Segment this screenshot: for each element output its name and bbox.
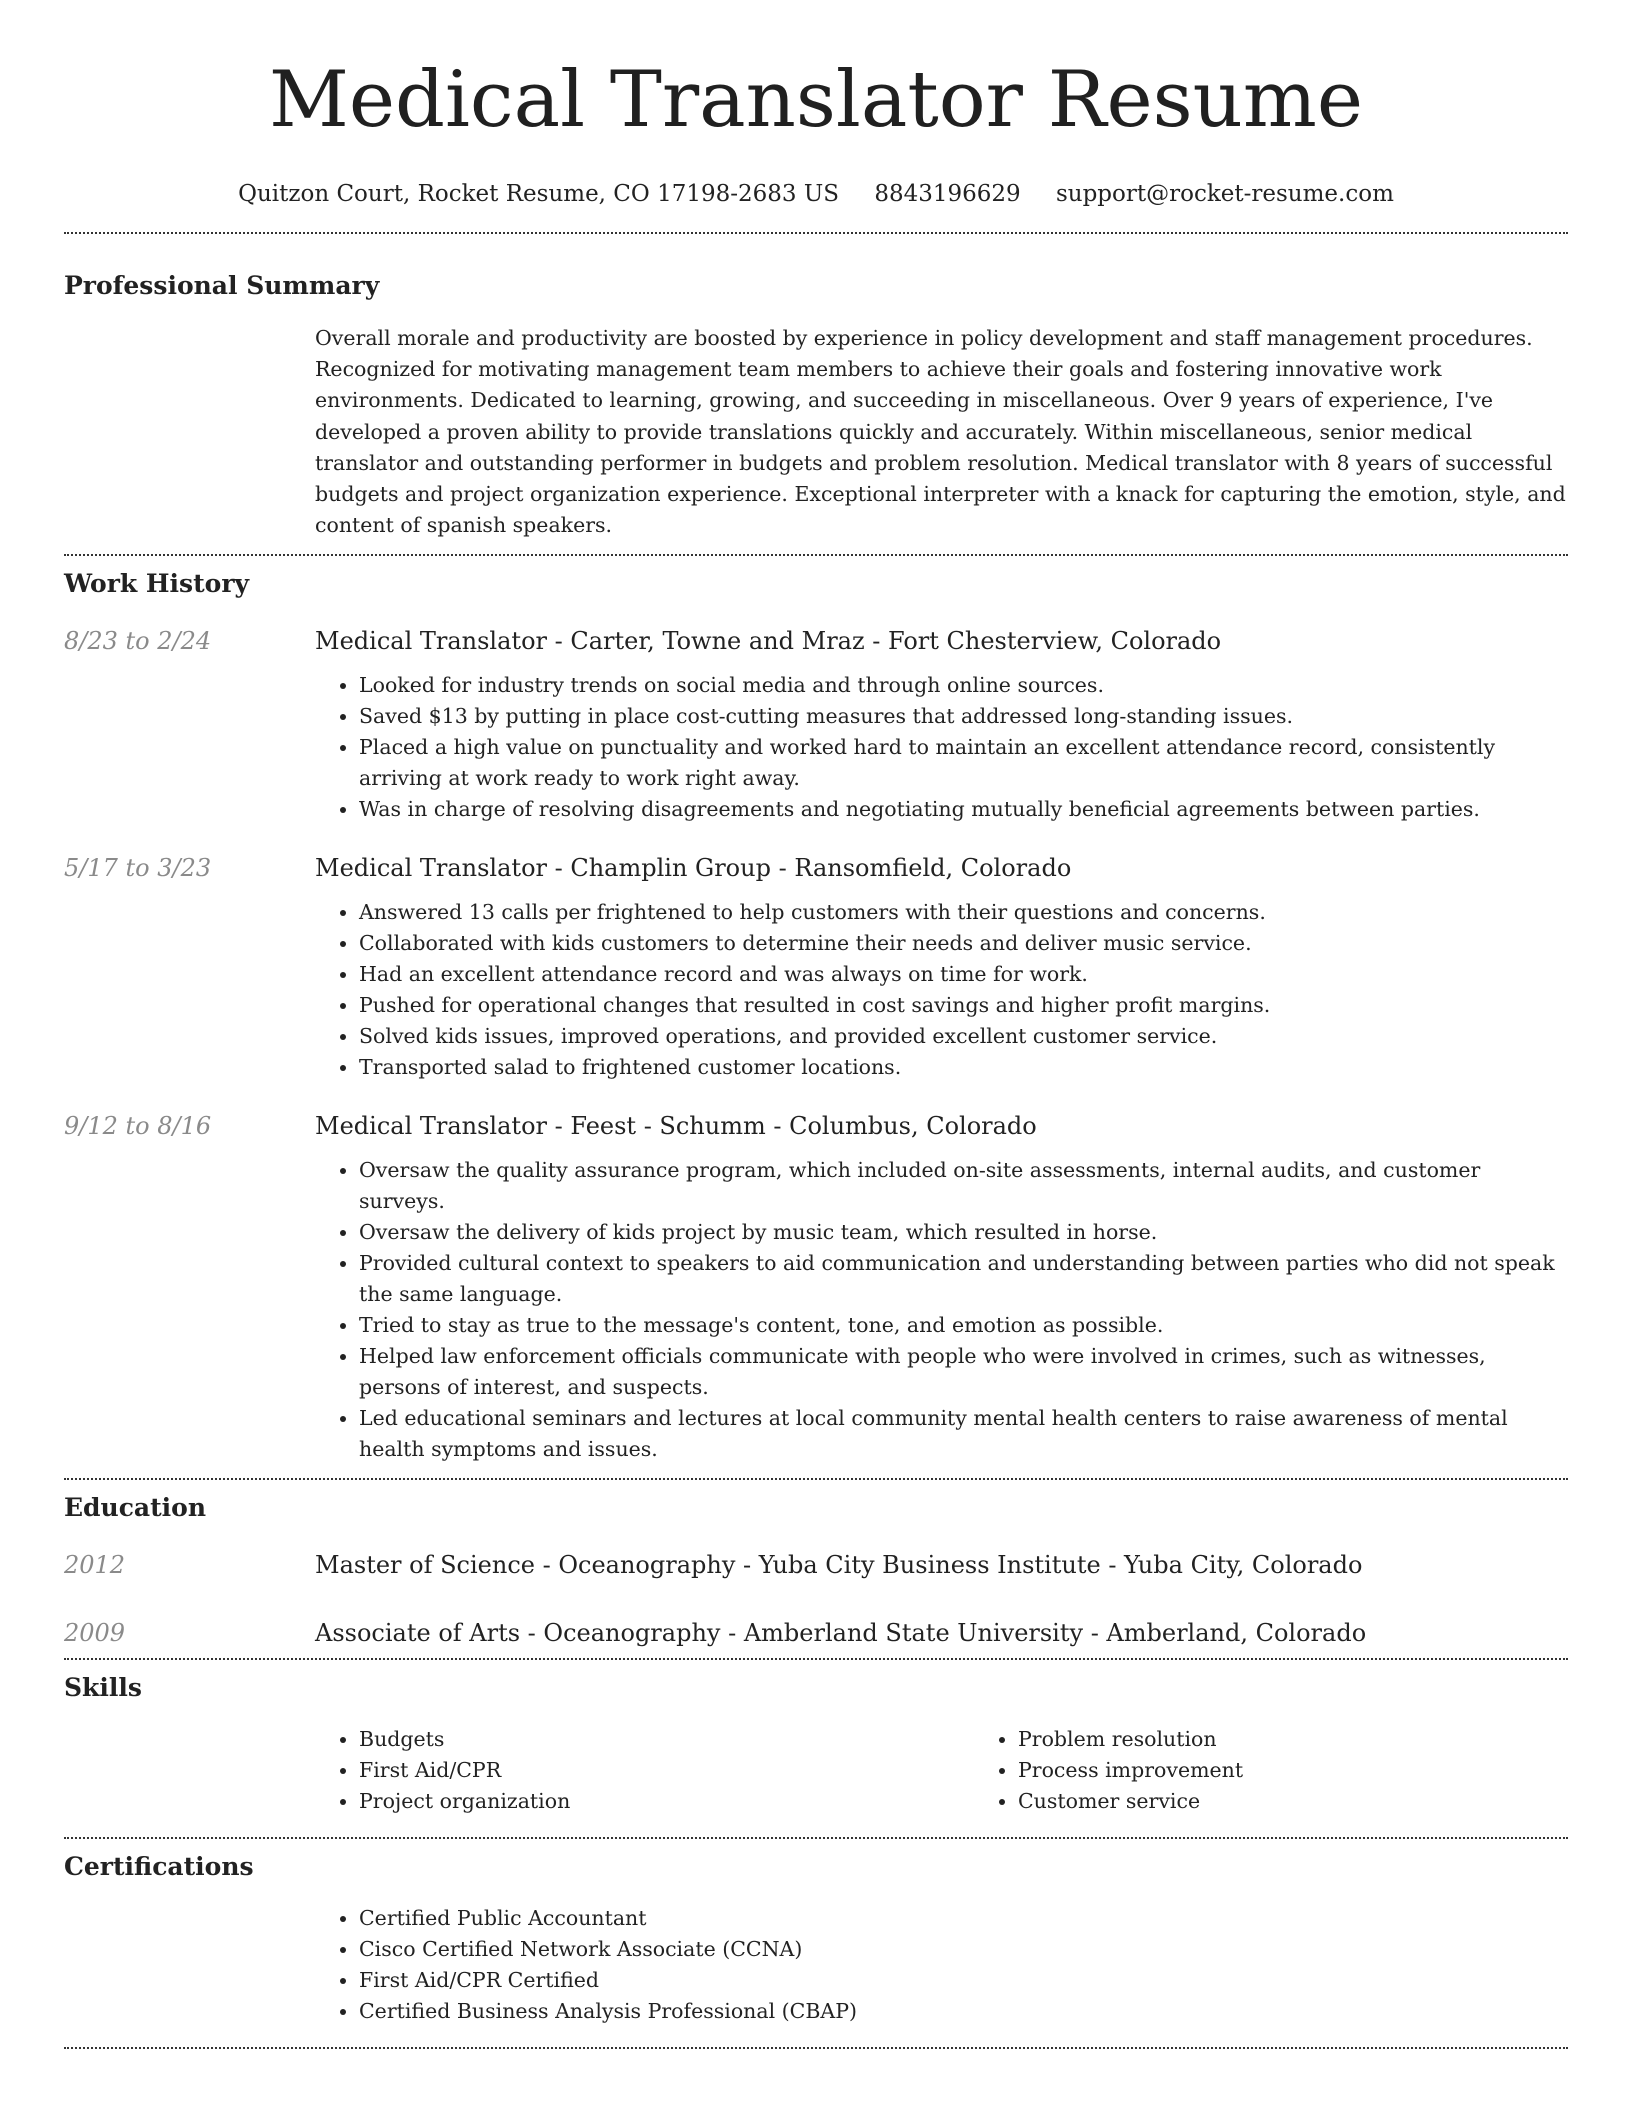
- skills-list-right: [974, 1724, 1632, 1817]
- skill-item: • Customer service: [1018, 1786, 1632, 1817]
- certifications-list: [315, 1903, 1568, 2027]
- job-title: Medical Translator - Carter, Towne and Mraz - Fort Chesterview, Colorado: [315, 627, 1222, 656]
- education-heading: Education: [64, 1493, 207, 1523]
- certification-item: • Certified Business Analysis Professional (CBAP): [359, 1996, 1568, 2027]
- summary-text: Overall morale and productivity are boosted by experience in policy development and staff management procedures. Recognized for motivating management team members to achieve their goals and fostering innovative work environments. Dedicated to learning, growing, and succeeding in miscellaneous. Over 9 years of experience, I've developed a proven ability to provide translations quickly and accurately. Within miscellaneous, senior medical translator and outstanding performer in budgets and problem resolution. Medical translator with 8 years of successful budgets and project organization experience. Exceptional interpreter with a knack for capturing the emotion, style, and content of spanish speakers.: [315, 326, 1566, 538]
- certifications-section: [64, 1851, 1568, 2027]
- job-bullet: • Was in charge of resolving disagreements and negotiating mutually beneficial agreements between parties.: [359, 794, 1568, 825]
- education-entry: [64, 1616, 1568, 1650]
- job-bullet: • Had an excellent attendance record and was always on time for work.: [359, 959, 1568, 990]
- skill-item: • First Aid/CPR: [359, 1755, 974, 1786]
- resume-title: Medical Translator Resume: [268, 55, 1364, 145]
- certification-item: • Certified Public Accountant: [359, 1903, 1568, 1934]
- skills-spacer: [64, 1724, 315, 1817]
- skills-grid: [315, 1724, 1632, 1817]
- job-dates: 8/23 to 2/24: [64, 627, 212, 656]
- education-section: [64, 1492, 1568, 1650]
- skill-item: • Budgets: [359, 1724, 974, 1755]
- education-entry: [64, 1548, 1568, 1582]
- section-divider: [64, 554, 1568, 556]
- section-divider: [64, 1478, 1568, 1480]
- certification-item: • First Aid/CPR Certified: [359, 1965, 1568, 1996]
- skills-section: [64, 1672, 1568, 1817]
- contact-address: Quitzon Court, Rocket Resume, CO 17198-2683 US: [238, 181, 839, 207]
- job-bullet: • Oversaw the delivery of kids project by music team, which resulted in horse.: [359, 1217, 1568, 1248]
- job-entry: [64, 1109, 1568, 1465]
- job-dates: 9/12 to 8/16: [64, 1112, 212, 1141]
- job-bullet: • Placed a high value on punctuality and worked hard to maintain an excellent attendance record, consistently arriving at work ready to work right away.: [359, 732, 1568, 794]
- certifications-heading: Certifications: [64, 1852, 254, 1882]
- summary-spacer: [64, 323, 315, 541]
- job-bullet: • Answered 13 calls per frightened to help customers with their questions and concerns.: [359, 897, 1568, 928]
- contact-email: support@rocket-resume.com: [1055, 181, 1394, 207]
- bullet-spacer: [64, 670, 315, 825]
- contact-line: [64, 178, 1568, 210]
- summary-section: [64, 270, 1568, 541]
- contact-phone: 8843196629: [874, 181, 1021, 207]
- job-bullet: • Collaborated with kids customers to determine their needs and deliver music service.: [359, 928, 1568, 959]
- job-bullets: [315, 670, 1568, 825]
- education-degree: Master of Science - Oceanography - Yuba City Business Institute - Yuba City, Colorado: [315, 1551, 1363, 1580]
- job-bullet: • Led educational seminars and lectures at local community mental health centers to raise awareness of mental health symptoms and issues.: [359, 1403, 1568, 1465]
- skill-item: • Project organization: [359, 1786, 974, 1817]
- job-bullet: • Pushed for operational changes that resulted in cost savings and higher profit margins.: [359, 990, 1568, 1021]
- education-year: 2012: [64, 1551, 126, 1580]
- skills-list-left: [315, 1724, 974, 1817]
- skills-heading: Skills: [64, 1673, 142, 1703]
- job-bullet: • Helped law enforcement officials communicate with people who were involved in crimes, such as witnesses, persons of interest, and suspects.: [359, 1341, 1568, 1403]
- job-entry: [64, 851, 1568, 1083]
- section-divider: [64, 1837, 1568, 1839]
- skill-item: • Problem resolution: [1018, 1724, 1632, 1755]
- job-title: Medical Translator - Feest - Schumm - Columbus, Colorado: [315, 1112, 1037, 1141]
- bullet-spacer: [64, 897, 315, 1083]
- job-bullet: • Solved kids issues, improved operations, and provided excellent customer service.: [359, 1021, 1568, 1052]
- section-divider: [64, 1658, 1568, 1660]
- job-bullet: • Oversaw the quality assurance program, which included on-site assessments, internal audits, and customer surveys.: [359, 1155, 1568, 1217]
- job-bullets: [315, 897, 1568, 1083]
- job-title: Medical Translator - Champlin Group - Ransomfield, Colorado: [315, 854, 1072, 883]
- job-bullet: • Provided cultural context to speakers to aid communication and understanding between parties who did not speak the same language.: [359, 1248, 1568, 1310]
- job-entry: [64, 624, 1568, 825]
- bullet-spacer: [64, 1155, 315, 1465]
- job-dates: 5/17 to 3/23: [64, 854, 212, 883]
- job-bullets: [315, 1155, 1568, 1465]
- section-divider: [64, 232, 1568, 234]
- education-degree: Associate of Arts - Oceanography - Amberland State University - Amberland, Colorado: [315, 1619, 1367, 1648]
- certifications-spacer: [64, 1903, 315, 2027]
- skill-item: • Process improvement: [1018, 1755, 1632, 1786]
- certification-item: • Cisco Certified Network Associate (CCNA): [359, 1934, 1568, 1965]
- education-year: 2009: [64, 1619, 126, 1648]
- summary-heading: Professional Summary: [64, 271, 380, 300]
- section-divider: [64, 2047, 1568, 2049]
- job-bullet: • Transported salad to frightened customer locations.: [359, 1052, 1568, 1083]
- work-history-section: [64, 568, 1568, 1465]
- job-bullet: • Tried to stay as true to the message's content, tone, and emotion as possible.: [359, 1310, 1568, 1341]
- job-bullet: • Saved $13 by putting in place cost-cutting measures that addressed long-standing issues.: [359, 701, 1568, 732]
- work-history-heading: Work History: [64, 569, 250, 599]
- job-bullet: • Looked for industry trends on social media and through online sources.: [359, 670, 1568, 701]
